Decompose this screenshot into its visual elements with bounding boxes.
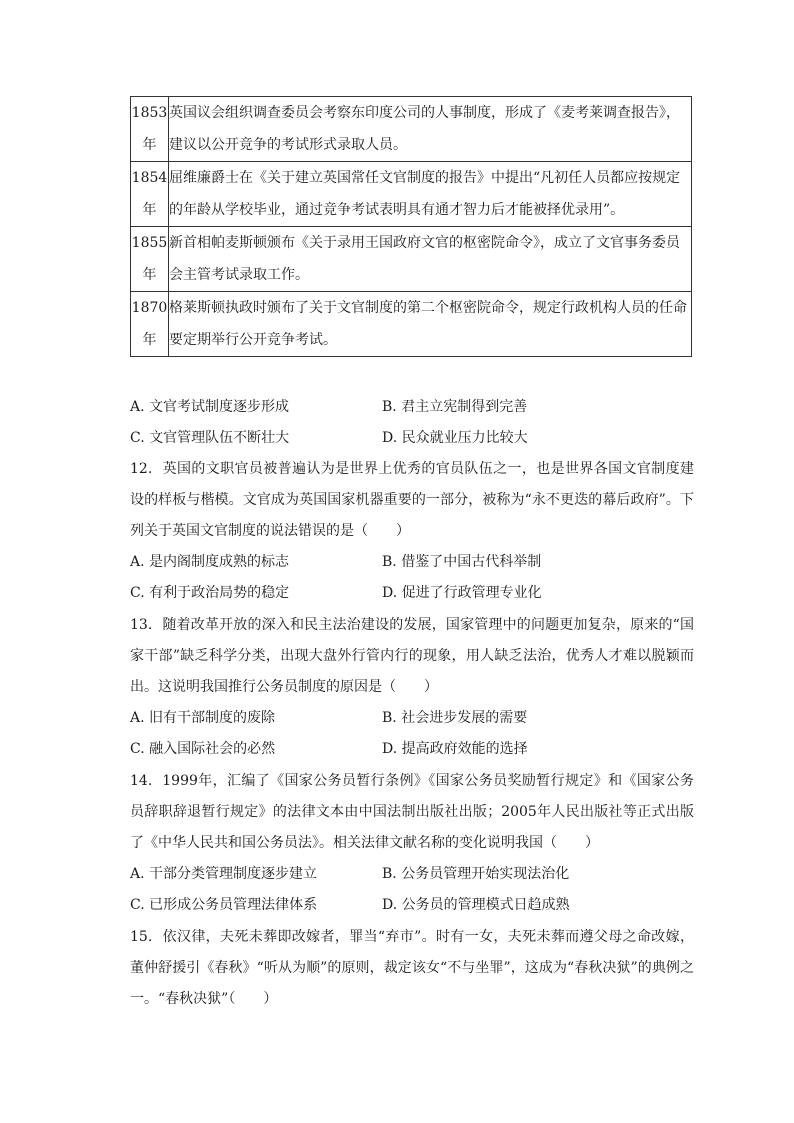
q12-option-d[interactable]: D. 促进了行政管理专业化 [382, 585, 542, 601]
q13-option-b[interactable]: B. 社会进步发展的需要 [382, 710, 528, 726]
question-number: 12. [130, 461, 153, 477]
event-cell: 新首相帕麦斯顿颁布《关于录用王国政府文官的枢密院命令》，成立了文官事务委员会主管考试录取工作。 [169, 227, 692, 292]
question-number: 13. [130, 617, 153, 633]
question-stem: 英国的文职官员被普遍认为是世界上优秀的官员队伍之一，也是世界各国文官制度建设的样板与楷模。文官成为英国国家机器重要的一部分，被称为“永不更迭的幕后政府”。下列关于英国文官制度的说法错误的是（ ） [130, 461, 694, 539]
q13-option-c[interactable]: C. 融入国际社会的必然 [130, 741, 276, 757]
q11-option-b[interactable]: B. 君主立宪制得到完善 [382, 399, 528, 415]
q14-options [130, 859, 694, 921]
question-stem: 1999年，汇编了《国家公务员暂行条例》《国家公务员奖励暂行规定》和《国家公务员辞职辞退暂行规定》的法律文本由中国法制出版社出版；2005年人民出版社等正式出版了《中华人民共和国公务员法》。相关法律文献名称的变化说明我国（ ） [130, 773, 694, 851]
q14-option-c[interactable]: C. 已形成公务员管理法律体系 [130, 897, 318, 913]
year-cell: 1870 年 [131, 292, 169, 357]
q11-option-c[interactable]: C. 文官管理队伍不断壮大 [130, 430, 290, 446]
table-row [131, 292, 692, 357]
year-cell: 1854 年 [131, 162, 169, 227]
event-cell: 格莱斯顿执政时颁布了关于文官制度的第二个枢密院命令，规定行政机构人员的任命要定期举行公开竞争考试。 [169, 292, 692, 357]
question-15 [130, 922, 694, 1015]
table-row [131, 162, 692, 227]
table-row [131, 227, 692, 292]
q12-option-c[interactable]: C. 有利于政治局势的稳定 [130, 585, 290, 601]
event-cell: 英国议会组织调查委员会考察东印度公司的人事制度，形成了《麦考莱调查报告》，建议以公开竞争的考试形式录取人员。 [169, 97, 692, 162]
q14-option-d[interactable]: D. 公务员的管理模式日趋成熟 [382, 897, 570, 913]
q13-options [130, 703, 694, 765]
question-stem: 随着改革开放的深入和民主法治建设的发展，国家管理中的问题更加复杂，原来的“国家干部”缺乏科学分类，出现大盘外行管内行的现象，用人缺乏法治，优秀人才难以脱颖而出。这说明我国推行公务员制度的原因是（ ） [130, 617, 694, 695]
question-number: 15. [130, 929, 153, 945]
question-stem: 依汉律，夫死未葬即改嫁者，罪当“弃市”。时有一女，夫死未葬而遵父母之命改嫁，董仲舒援引《春秋》“听从为顺”的原则，裁定该女“不与坐罪”，这成为“春秋决狱”的典例之一。“春秋决狱”（ ） [130, 929, 694, 1007]
q14-option-a[interactable]: A. 干部分类管理制度逐步建立 [130, 866, 318, 882]
q11-option-a[interactable]: A. 文官考试制度逐步形成 [130, 399, 290, 415]
question-14 [130, 766, 694, 859]
question-12 [130, 454, 694, 547]
q12-options [130, 547, 694, 609]
year-cell: 1853 年 [131, 97, 169, 162]
q13-option-a[interactable]: A. 旧有干部制度的废除 [130, 710, 276, 726]
question-number: 14. [130, 773, 153, 789]
timeline-table [130, 96, 692, 357]
q11-options [130, 392, 694, 454]
q12-option-a[interactable]: A. 是内阁制度成熟的标志 [130, 554, 290, 570]
question-13 [130, 610, 694, 703]
q13-option-d[interactable]: D. 提高政府效能的选择 [382, 741, 528, 757]
q12-option-b[interactable]: B. 借鉴了中国古代科举制 [382, 554, 542, 570]
q14-option-b[interactable]: B. 公务员管理开始实现法治化 [382, 866, 570, 882]
event-cell: 屈维廉爵士在《关于建立英国常任文官制度的报告》中提出“凡初任人员都应按规定的年龄从学校毕业，通过竞争考试表明具有通才智力后才能被择优录用”。 [169, 162, 692, 227]
q11-option-d[interactable]: D. 民众就业压力比较大 [382, 430, 528, 446]
table-row [131, 97, 692, 162]
year-cell: 1855 年 [131, 227, 169, 292]
